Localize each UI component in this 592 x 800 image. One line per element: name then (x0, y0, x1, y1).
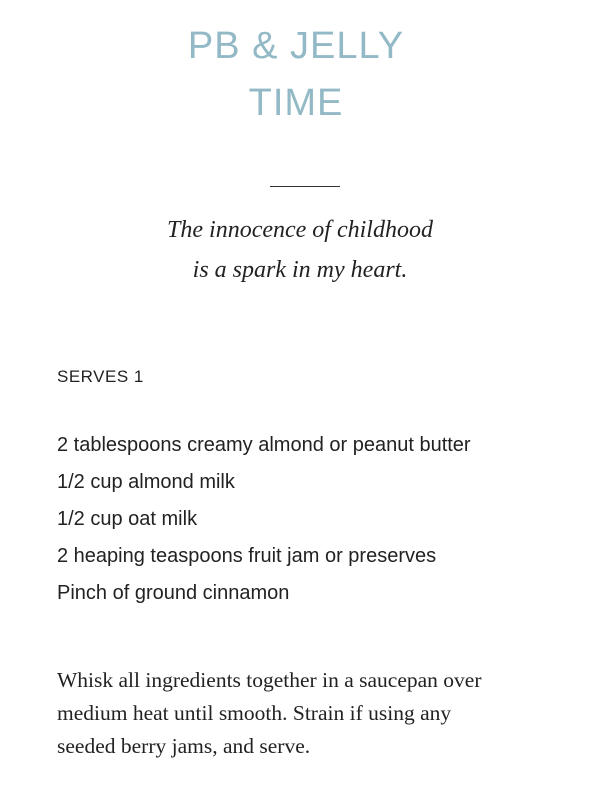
ingredient-item: Pinch of ground cinnamon (57, 582, 290, 604)
recipe-title (0, 18, 592, 132)
recipe-instructions (57, 664, 557, 763)
recipe-quote (0, 210, 592, 290)
instruction-line: seeded berry jams, and serve. (57, 734, 311, 758)
recipe-title-line: TIME (248, 82, 344, 124)
ingredient-item: 2 tablespoons creamy almond or peanut butter (57, 434, 471, 456)
ingredient-item: 1/2 cup oat milk (57, 508, 198, 530)
quote-line: is a spark in my heart. (192, 257, 408, 283)
recipe-title-line: PB & JELLY (187, 25, 405, 67)
quote-line: The innocence of childhood (167, 217, 433, 243)
ingredient-list (57, 427, 471, 612)
ingredient-item: 1/2 cup almond milk (57, 471, 235, 493)
title-divider (270, 186, 340, 187)
serves-label: SERVES 1 (57, 367, 144, 386)
instruction-line: medium heat until smooth. Strain if using any (57, 701, 452, 725)
ingredient-item: 2 heaping teaspoons fruit jam or preserves (57, 545, 437, 567)
instruction-line: Whisk all ingredients together in a saucepan over (57, 668, 482, 692)
